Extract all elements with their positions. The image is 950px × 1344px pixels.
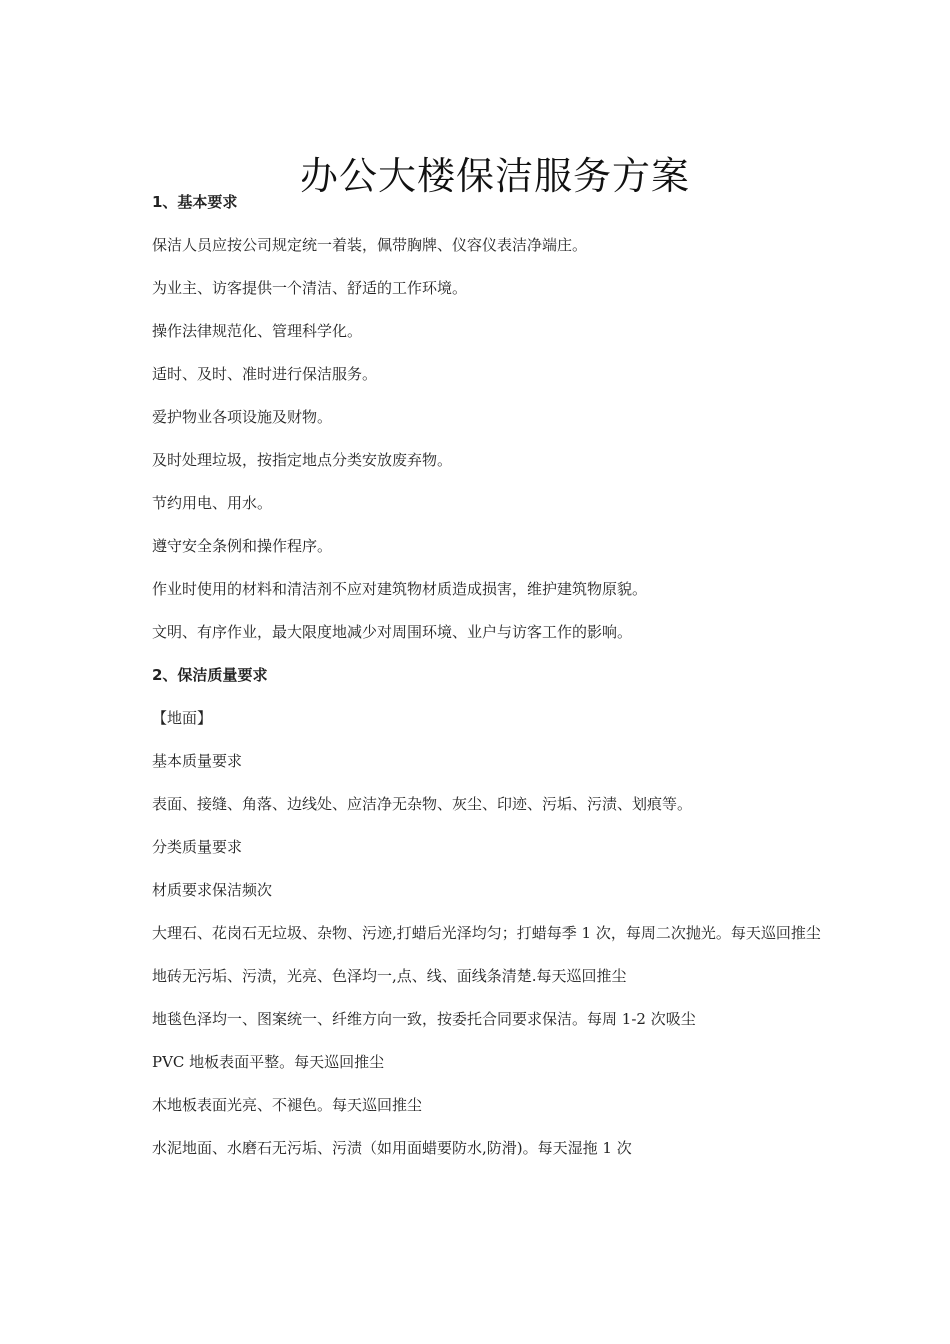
paragraph: 作业时使用的材料和清洁剂不应对建筑物材质造成损害，维护建筑物原貌。 [152,580,648,598]
paragraph: 保洁人员应按公司规定统一着装，佩带胸牌、仪容仪表洁净端庄。 [152,236,588,254]
paragraph: 操作法律规范化、管理科学化。 [152,322,363,340]
section-heading: 2、保洁质量要求 [152,666,268,684]
paragraph: 基本质量要求 [152,752,243,770]
paragraph: 为业主、访客提供一个清洁、舒适的工作环境。 [152,279,468,297]
paragraph: 适时、及时、准时进行保洁服务。 [152,365,378,383]
paragraph: 分类质量要求 [152,838,243,856]
paragraph: 材质要求保洁频次 [152,881,273,899]
document-body [114,190,834,1179]
section-heading: 1、基本要求 [152,193,238,211]
paragraph: PVC 地板表面平整。每天巡回推尘 [152,1053,385,1071]
paragraph: 木地板表面光亮、不褪色。每天巡回推尘 [152,1096,423,1114]
paragraph: 地砖无污垢、污渍，光亮、色泽均一,点、线、面线条清楚.每天巡回推尘 [152,967,627,985]
paragraph: 表面、接缝、角落、边线处、应洁净无杂物、灰尘、印迹、污垢、污渍、划痕等。 [152,795,693,813]
paragraph: 及时处理垃圾，按指定地点分类安放废弃物。 [152,451,453,469]
paragraph: 节约用电、用水。 [152,494,273,512]
paragraph: 遵守安全条例和操作程序。 [152,537,333,555]
document-title: 办公大楼保洁服务方案 [299,154,690,199]
paragraph: 文明、有序作业，最大限度地减少对周围环境、业户与访客工作的影响。 [152,623,633,641]
paragraph: 爱护物业各项设施及财物。 [152,408,333,426]
paragraph: 大理石、花岗石无垃圾、杂物、污迹,打蜡后光泽均匀；打蜡每季 1 次，每周二次抛光。每天巡回推尘 [152,924,821,942]
subsection-label: 【地面】 [152,709,213,727]
paragraph: 地毯色泽均一、图案统一、纤维方向一致，按委托合同要求保洁。每周 1-2 次吸尘 [152,1010,696,1028]
paragraph: 水泥地面、水磨石无污垢、污渍（如用面蜡要防水,防滑)。每天湿拖 1 次 [152,1139,632,1157]
